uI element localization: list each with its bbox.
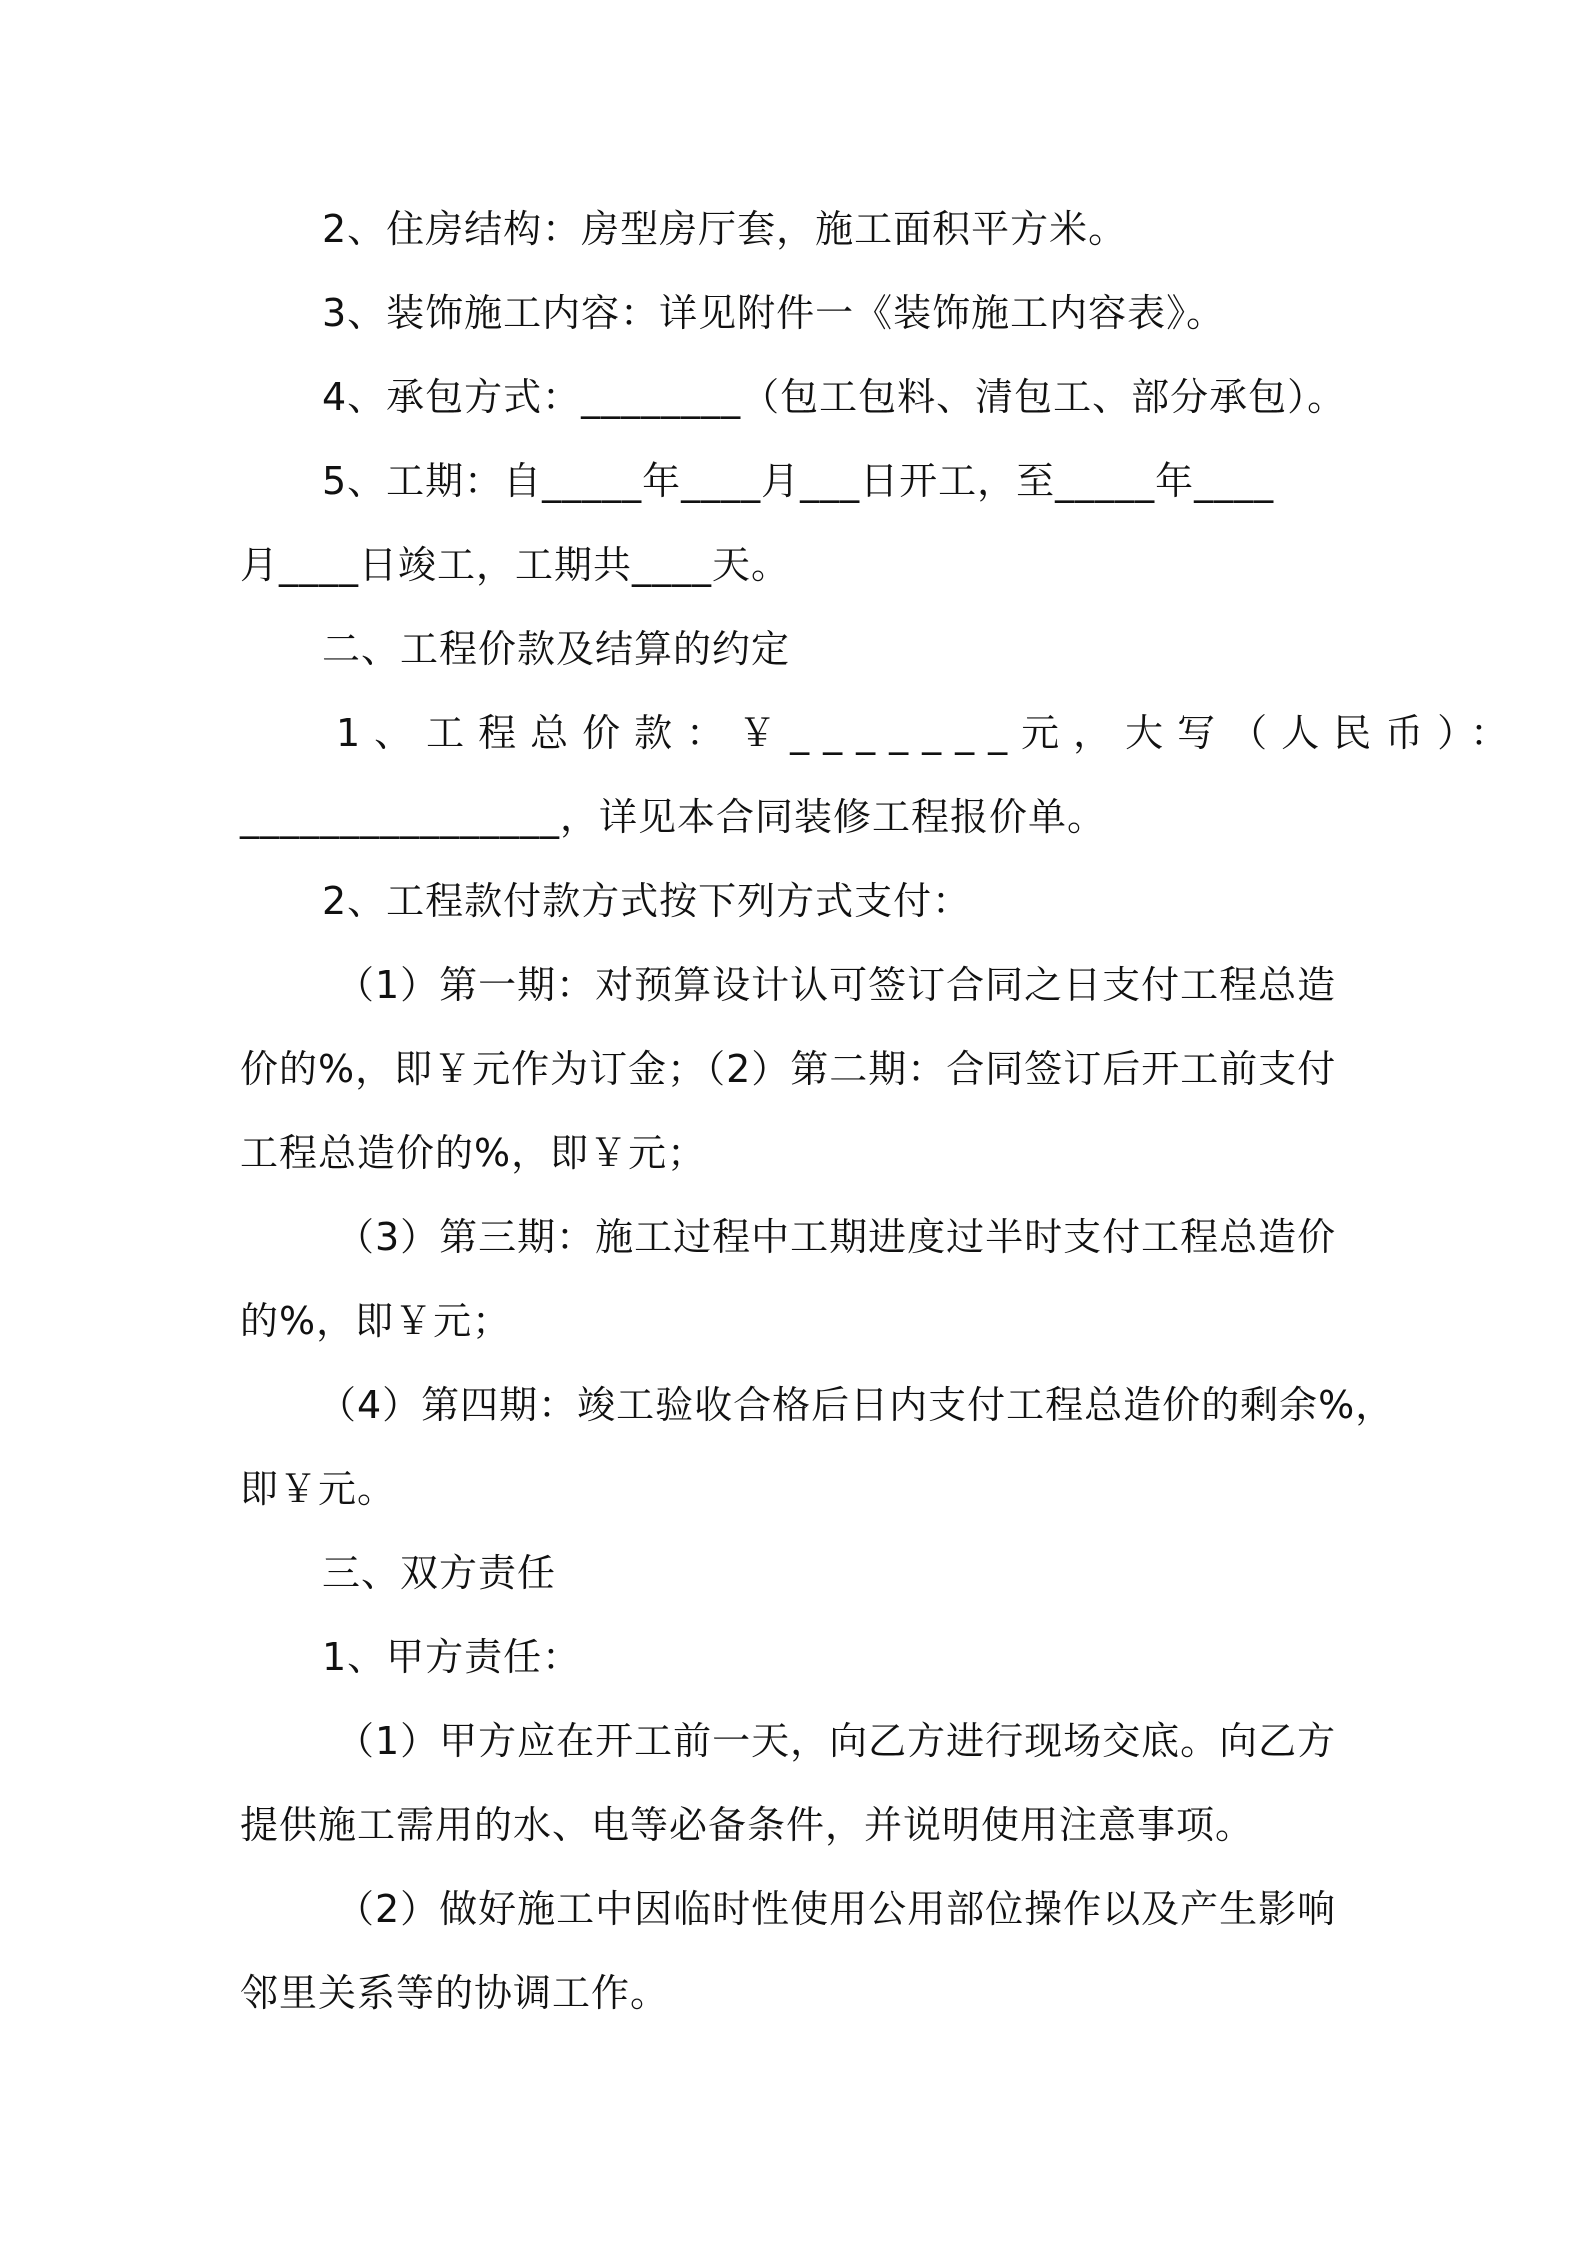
payment-phase-2-cont: 工程总造价的%，即￥元； (240, 1131, 707, 1175)
party-a-duty-2: （2）做好施工中因临时性使用公用部位操作以及产生影响 (336, 1887, 1337, 1931)
payment-phase-3-cont: 的%，即￥元； (240, 1299, 512, 1343)
clause-construction-period-cont: 月____日竣工，工期共____天。 (240, 543, 791, 587)
payment-phase-1: （1）第一期：对预算设计认可签订合同之日支付工程总造 (336, 963, 1337, 1007)
clause-decoration-content: 3、装饰施工内容：详见附件一《装饰施工内容表》。 (322, 291, 1226, 335)
clause-payment-method: 2、工程款付款方式按下列方式支付： (322, 879, 972, 923)
clause-construction-period: 5、工期：自_____年____月___日开工，至_____年____ (322, 459, 1275, 503)
clause-total-price: 1、工程总价款：￥_______元，大写（人民币）： (336, 711, 1523, 755)
payment-phase-4-cont: 即￥元。 (240, 1467, 397, 1511)
section-heading-price-settlement: 二、工程价款及结算的约定 (322, 627, 791, 671)
payment-phase-3: （3）第三期：施工过程中工期进度过半时支付工程总造价 (336, 1215, 1337, 1259)
subheading-party-a: 1、甲方责任： (322, 1635, 582, 1679)
clause-housing-structure: 2、住房结构：房型房厅套，施工面积平方米。 (322, 207, 1128, 251)
party-a-duty-2-cont: 邻里关系等的协调工作。 (240, 1971, 670, 2015)
payment-phase-4: （4）第四期：竣工验收合格后日内支付工程总造价的剩余%， (318, 1383, 1395, 1427)
party-a-duty-1: （1）甲方应在开工前一天，向乙方进行现场交底。向乙方 (336, 1719, 1337, 1763)
payment-phase-1-cont: 价的%，即￥元作为订金；（2）第二期：合同签订后开工前支付 (240, 1047, 1337, 1091)
clause-contract-method: 4、承包方式：________（包工包料、清包工、部分承包）。 (322, 375, 1347, 419)
section-heading-responsibilities: 三、双方责任 (322, 1551, 557, 1595)
party-a-duty-1-cont: 提供施工需用的水、电等必备条件，并说明使用注意事项。 (240, 1803, 1255, 1847)
clause-total-price-cont: ________________，详见本合同装修工程报价单。 (240, 795, 1107, 839)
